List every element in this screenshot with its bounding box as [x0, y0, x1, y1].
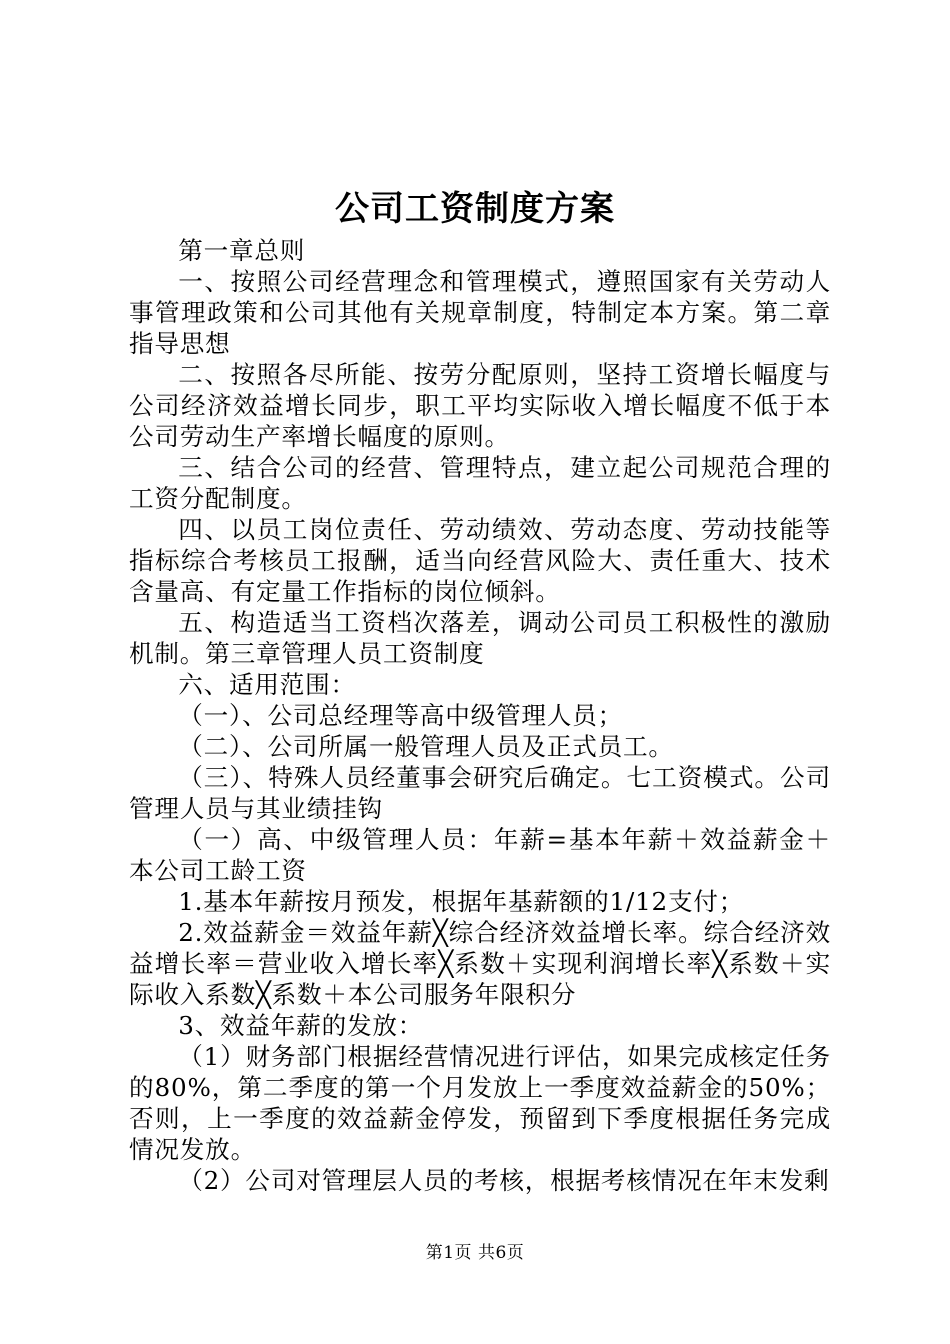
paragraph-bonus-distribution: 3、效益年薪的发放： — [178, 1011, 424, 1040]
paragraph-item-3: 三、结合公司的经营、管理特点，建立起公司规范合理的工资分配制度。 — [129, 453, 831, 513]
document-body — [129, 235, 831, 1196]
paragraph-scope-2: （二）、公司所属一般管理人员及正式员工。 — [178, 732, 674, 761]
paragraph-item-6: 六、适用范围： — [178, 670, 356, 699]
paragraph-salary-formula: （一）高、中级管理人员：年薪=基本年薪＋效益薪金＋本公司工龄工资 — [129, 825, 831, 885]
paragraph-finance-evaluation: （1）财务部门根据经营情况进行评估，如果完成核定任务的80%，第二季度的第一个月发放上一季度效益薪金的50%；否则，上一季度的效益薪金停发，预留到下季度根据任务完成情况发放。 — [129, 1042, 831, 1164]
paragraph-item-4: 四、以员工岗位责任、劳动绩效、劳动态度、劳动技能等指标综合考核员工报酬，适当向经营风险大、责任重大、技术含量高、有定量工作指标的岗位倾斜。 — [129, 515, 831, 606]
paragraph-management-assessment: （2）公司对管理层人员的考核，根据考核情况在年末发剩 — [178, 1166, 830, 1195]
document-title: 公司工资制度方案 — [335, 189, 615, 229]
paragraph-chapter-1: 第一章总则 — [178, 236, 306, 265]
paragraph-item-1: 一、按照公司经营理念和管理模式，遵照国家有关劳动人事管理政策和公司其他有关规章制度，特制定本方案。第二章指导思想 — [129, 267, 831, 358]
paragraph-item-2: 二、按照各尽所能、按劳分配原则，坚持工资增长幅度与公司经济效益增长同步，职工平均实际收入增长幅度不低于本公司劳动生产率增长幅度的原则。 — [129, 360, 831, 451]
paragraph-base-salary: 1.基本年薪按月预发，根据年基薪额的1/12支付； — [178, 887, 745, 916]
page-number: 第1页 共6页 — [425, 1243, 525, 1263]
paragraph-bonus-salary: 2.效益薪金＝效益年薪╳综合经济效益增长率。综合经济效益增长率＝营业收入增长率╳系数＋实现利润增长率╳系数＋实际收入系数╳系数＋本公司服务年限积分 — [129, 918, 831, 1009]
paragraph-scope-1: （一）、公司总经理等高中级管理人员； — [178, 701, 623, 730]
paragraph-item-5: 五、构造适当工资档次落差，调动公司员工积极性的激励机制。第三章管理人员工资制度 — [129, 608, 831, 668]
paragraph-scope-3: （三）、特殊人员经董事会研究后确定。七工资模式。公司管理人员与其业绩挂钩 — [129, 763, 831, 823]
